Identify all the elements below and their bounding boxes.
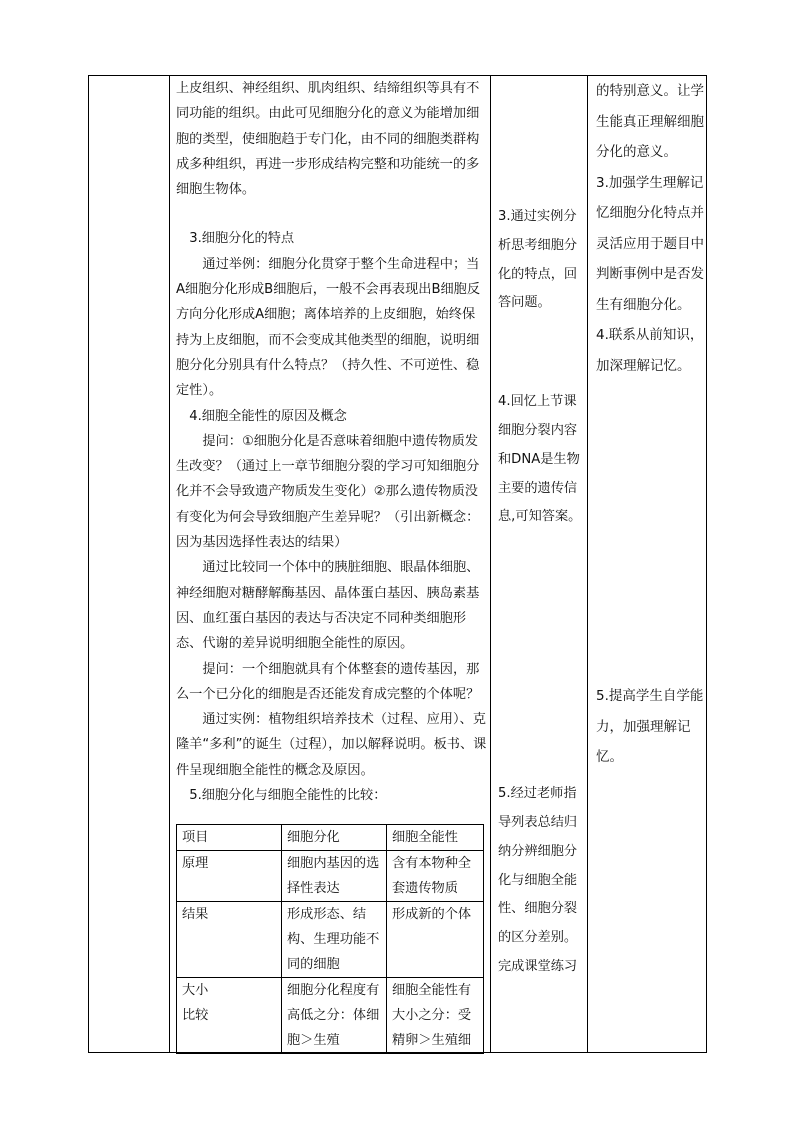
paragraph-differentiation-features: 通过举例：细胞分化贯穿于整个生命进程中；当A细胞分化形成B细胞后，一般不会再表现出B细胞反方向分化形成A细胞；离体培养的上皮细胞，始终保持为上皮细胞，而不会变成其他类型的细胞，说明细胞分化分别具有什么特点？（持久性、不可逆性、稳定性）。: [176, 256, 481, 399]
paragraph-question-whole-organism: 提问：一个细胞就具有个体整套的遗传基因，那么一个已分化的细胞是否还能发育成完整的个体呢？: [176, 661, 480, 702]
heading-differentiation-features: 3.细胞分化的特点: [189, 231, 295, 247]
activity-5: 5.经过老师指导列表总结归纳分辨细胞分化与细胞全能性、细胞分裂的区分差别。: [498, 786, 578, 946]
table-cell: 细胞全能性有大小之分：受精卵＞生殖细: [387, 978, 484, 1054]
table-cell: 原理: [177, 851, 282, 902]
table-cell: 含有本物种全套遗传物质: [387, 851, 484, 902]
heading-totipotency: 4.细胞全能性的原因及概念: [189, 408, 347, 424]
intent-5: 5.提高学生自学能力，加强理解记忆。: [596, 688, 704, 765]
table-row: [177, 851, 484, 902]
table-header-cell: 细胞分化: [282, 825, 387, 851]
table-header-cell: 项目: [177, 825, 282, 851]
column-divider: [490, 76, 491, 1052]
student-activity-column: [492, 76, 586, 1052]
table-cell: 形成新的个体: [387, 902, 484, 978]
paragraph-differentiation-meaning: 上皮组织、神经组织、肌肉组织、结缔组织等具有不同功能的组织。由此可见细胞分化的意义为能增加细胞的类型，使细胞趋于专门化，由不同的细胞类群构成多种组织，再进一步形成结构完整和功能统一的多细胞生物体。: [176, 81, 480, 198]
table-cell: 细胞分化程度有高低之分：体细胞＞生殖: [282, 978, 387, 1054]
table-cell: 大小 比较: [177, 978, 282, 1054]
paragraph-examples: 通过实例：植物组织培养技术（过程、应用）、克隆羊“多利”的诞生（过程），加以解释说明。板书、课件呈现细胞全能性的概念及原因。: [176, 712, 487, 778]
activity-practice: 完成课堂练习: [498, 958, 578, 974]
paragraph-question-genetic-material: 提问：①细胞分化是否意味着细胞中遗传物质发生改变？（通过上一章节细胞分裂的学习可知细胞分化并不会导致遗产物质发生变化）②那么遗传物质没有变化为何会导致细胞产生差异呢？（引出新概念：因为基因选择性表达的结果）: [176, 433, 480, 551]
heading-comparison: 5.细胞分化与细胞全能性的比较：: [189, 788, 387, 804]
table-header-cell: 细胞全能性: [387, 825, 484, 851]
table-header-row: [177, 825, 484, 851]
lesson-table: [88, 75, 707, 1053]
intent-1: 的特别意义。让学生能真正理解细胞分化的意义。: [596, 83, 704, 160]
table-row: [177, 978, 484, 1054]
table-row: [177, 902, 484, 978]
comparison-table: [176, 824, 484, 1054]
column-divider: [169, 76, 170, 1052]
paragraph-gene-expression-comparison: 通过比较同一个体中的胰脏细胞、眼晶体细胞、神经细胞对糖酵解酶基因、晶体蛋白基因、胰岛素基因、血红蛋白基因的表达与否决定不同种类细胞形态、代谢的差异说明细胞全能性的原因。: [176, 560, 480, 652]
table-cell: 细胞内基因的选择性表达: [282, 851, 387, 902]
design-intent-column: [589, 76, 706, 1052]
intent-3: 3.加强学生理解记忆细胞分化特点并灵活应用于题目中判断事例中是否发生有细胞分化。: [596, 174, 704, 313]
table-cell: 形成形态、结构、生理功能不同的细胞: [282, 902, 387, 978]
activity-3: 3.通过实例分析思考细胞分化的特点，回答问题。: [498, 209, 578, 311]
activity-4: 4.回忆上节课细胞分裂内容和DNA是生物主要的遗传信息,可知答案。: [498, 394, 582, 525]
column-divider: [587, 76, 588, 1052]
intent-4: 4.联系从前知识，加深理解记忆。: [596, 327, 704, 374]
table-cell: 结果: [177, 902, 282, 978]
